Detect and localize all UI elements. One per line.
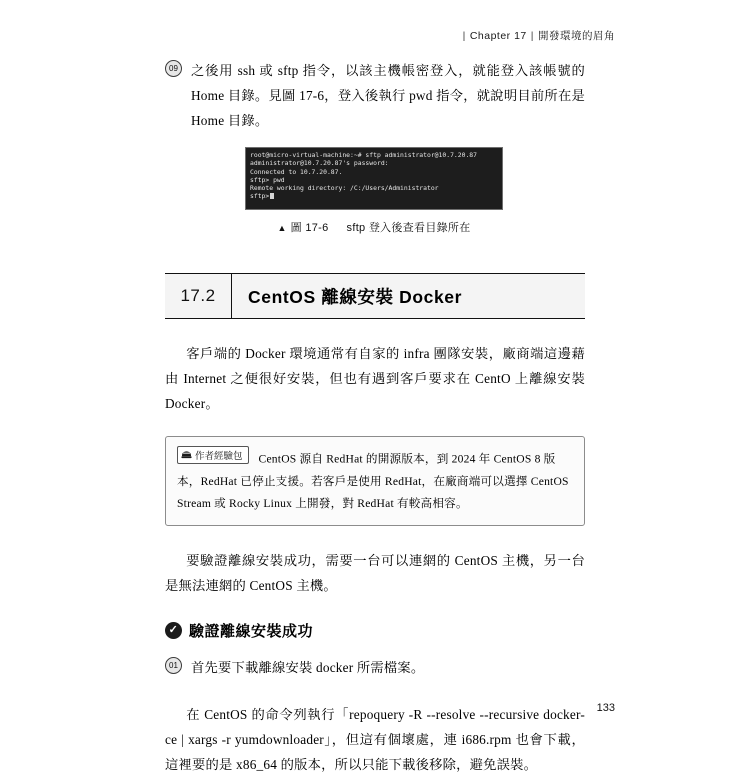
header-separator: |: [530, 30, 534, 42]
header-chapter: Chapter 17: [469, 30, 527, 42]
terminal-cursor: [270, 193, 274, 199]
terminal-line: Remote working directory: /C:/Users/Administrator: [250, 184, 439, 193]
step-text: 之後用 ssh 或 sftp 指令，以該主機帳密登入，就能登入該帳號的 Home 目錄。見圖 17-6，登入後執行 pwd 指令，就說明目前所在是 Home 目錄。: [191, 63, 585, 128]
section-number: 17.2: [165, 274, 232, 318]
subheading: [165, 620, 585, 641]
section-heading: [165, 273, 585, 319]
page-content: [165, 58, 585, 777]
page-number: 133: [596, 702, 615, 714]
header-title: 開發環境的眉角: [538, 30, 615, 42]
running-header: [459, 28, 615, 43]
terminal-prompt: sftp>: [250, 192, 270, 201]
hat-icon: [181, 450, 192, 461]
terminal-line: Connected to 10.7.20.87.: [250, 167, 343, 176]
figure-caption: [245, 219, 503, 235]
step-text: 首先要下載離線安裝 docker 所需檔案。: [191, 659, 425, 675]
terminal-line: root@micro-virtual-machine:~# sftp administrator@10.7.20.87: [250, 151, 478, 159]
step-number-badge: 09: [165, 60, 182, 77]
note-text: CentOS 源自 RedHat 的開源版本，到 2024 年 CentOS 8 版本，RedHat 已停止支援。若客戶是使用 RedHat，在廠商端可以選擇 CentOS Stream 或 Rocky Linux 上開發，對 RedHat 有較高相容。: [177, 452, 569, 510]
verify-paragraph: 要驗證離線安裝成功，需要一台可以連網的 CentOS 主機，另一台是無法連網的 CentOS 主機。: [165, 552, 585, 593]
note-tag: [177, 446, 249, 464]
triangle-icon: ▲: [277, 223, 287, 233]
numbered-step-09: [165, 58, 585, 133]
step-number-badge: 01: [165, 657, 182, 674]
verify-paragraph-block: [165, 548, 585, 598]
terminal-line: administrator@10.7.20.87's password:: [250, 159, 389, 168]
figure-caption-text: sftp 登入後查看目錄所在: [346, 222, 471, 234]
terminal-line: sftp> pwd: [250, 175, 285, 184]
section-title: CentOS 離線安裝 Docker: [248, 286, 463, 307]
author-note-box: [165, 436, 585, 526]
figure-label: 圖 17-6: [290, 222, 329, 234]
numbered-step-01: [165, 655, 585, 680]
terminal-prompt-line: [250, 192, 498, 200]
note-tag-label: 作者經驗包: [195, 451, 243, 462]
detail-paragraph-block: [165, 702, 585, 777]
intro-paragraph-block: [165, 341, 585, 416]
figure-17-6: [245, 147, 503, 235]
subheading-text: 驗證離線安裝成功: [189, 622, 314, 640]
detail-paragraph: 在 CentOS 的命令列執行「repoquery -R --resolve --recursive docker-ce | xargs -r yumdownloader」，但這有個壞處，連 i686.rpm 也會下載，這裡要的是 x86_64 的版本，所以只能下載後移除，避免誤裝。: [165, 706, 585, 772]
intro-paragraph: 客戶端的 Docker 環境通常有自家的 infra 團隊安裝，廠商端這邊藉由 Internet 之便很好安裝，但也有遇到客戶要求在 CentO 上離線安裝 Docker。: [165, 346, 585, 411]
header-rule-left: |: [462, 30, 466, 42]
check-icon: ✓: [165, 622, 182, 639]
terminal-screenshot: [245, 147, 503, 210]
